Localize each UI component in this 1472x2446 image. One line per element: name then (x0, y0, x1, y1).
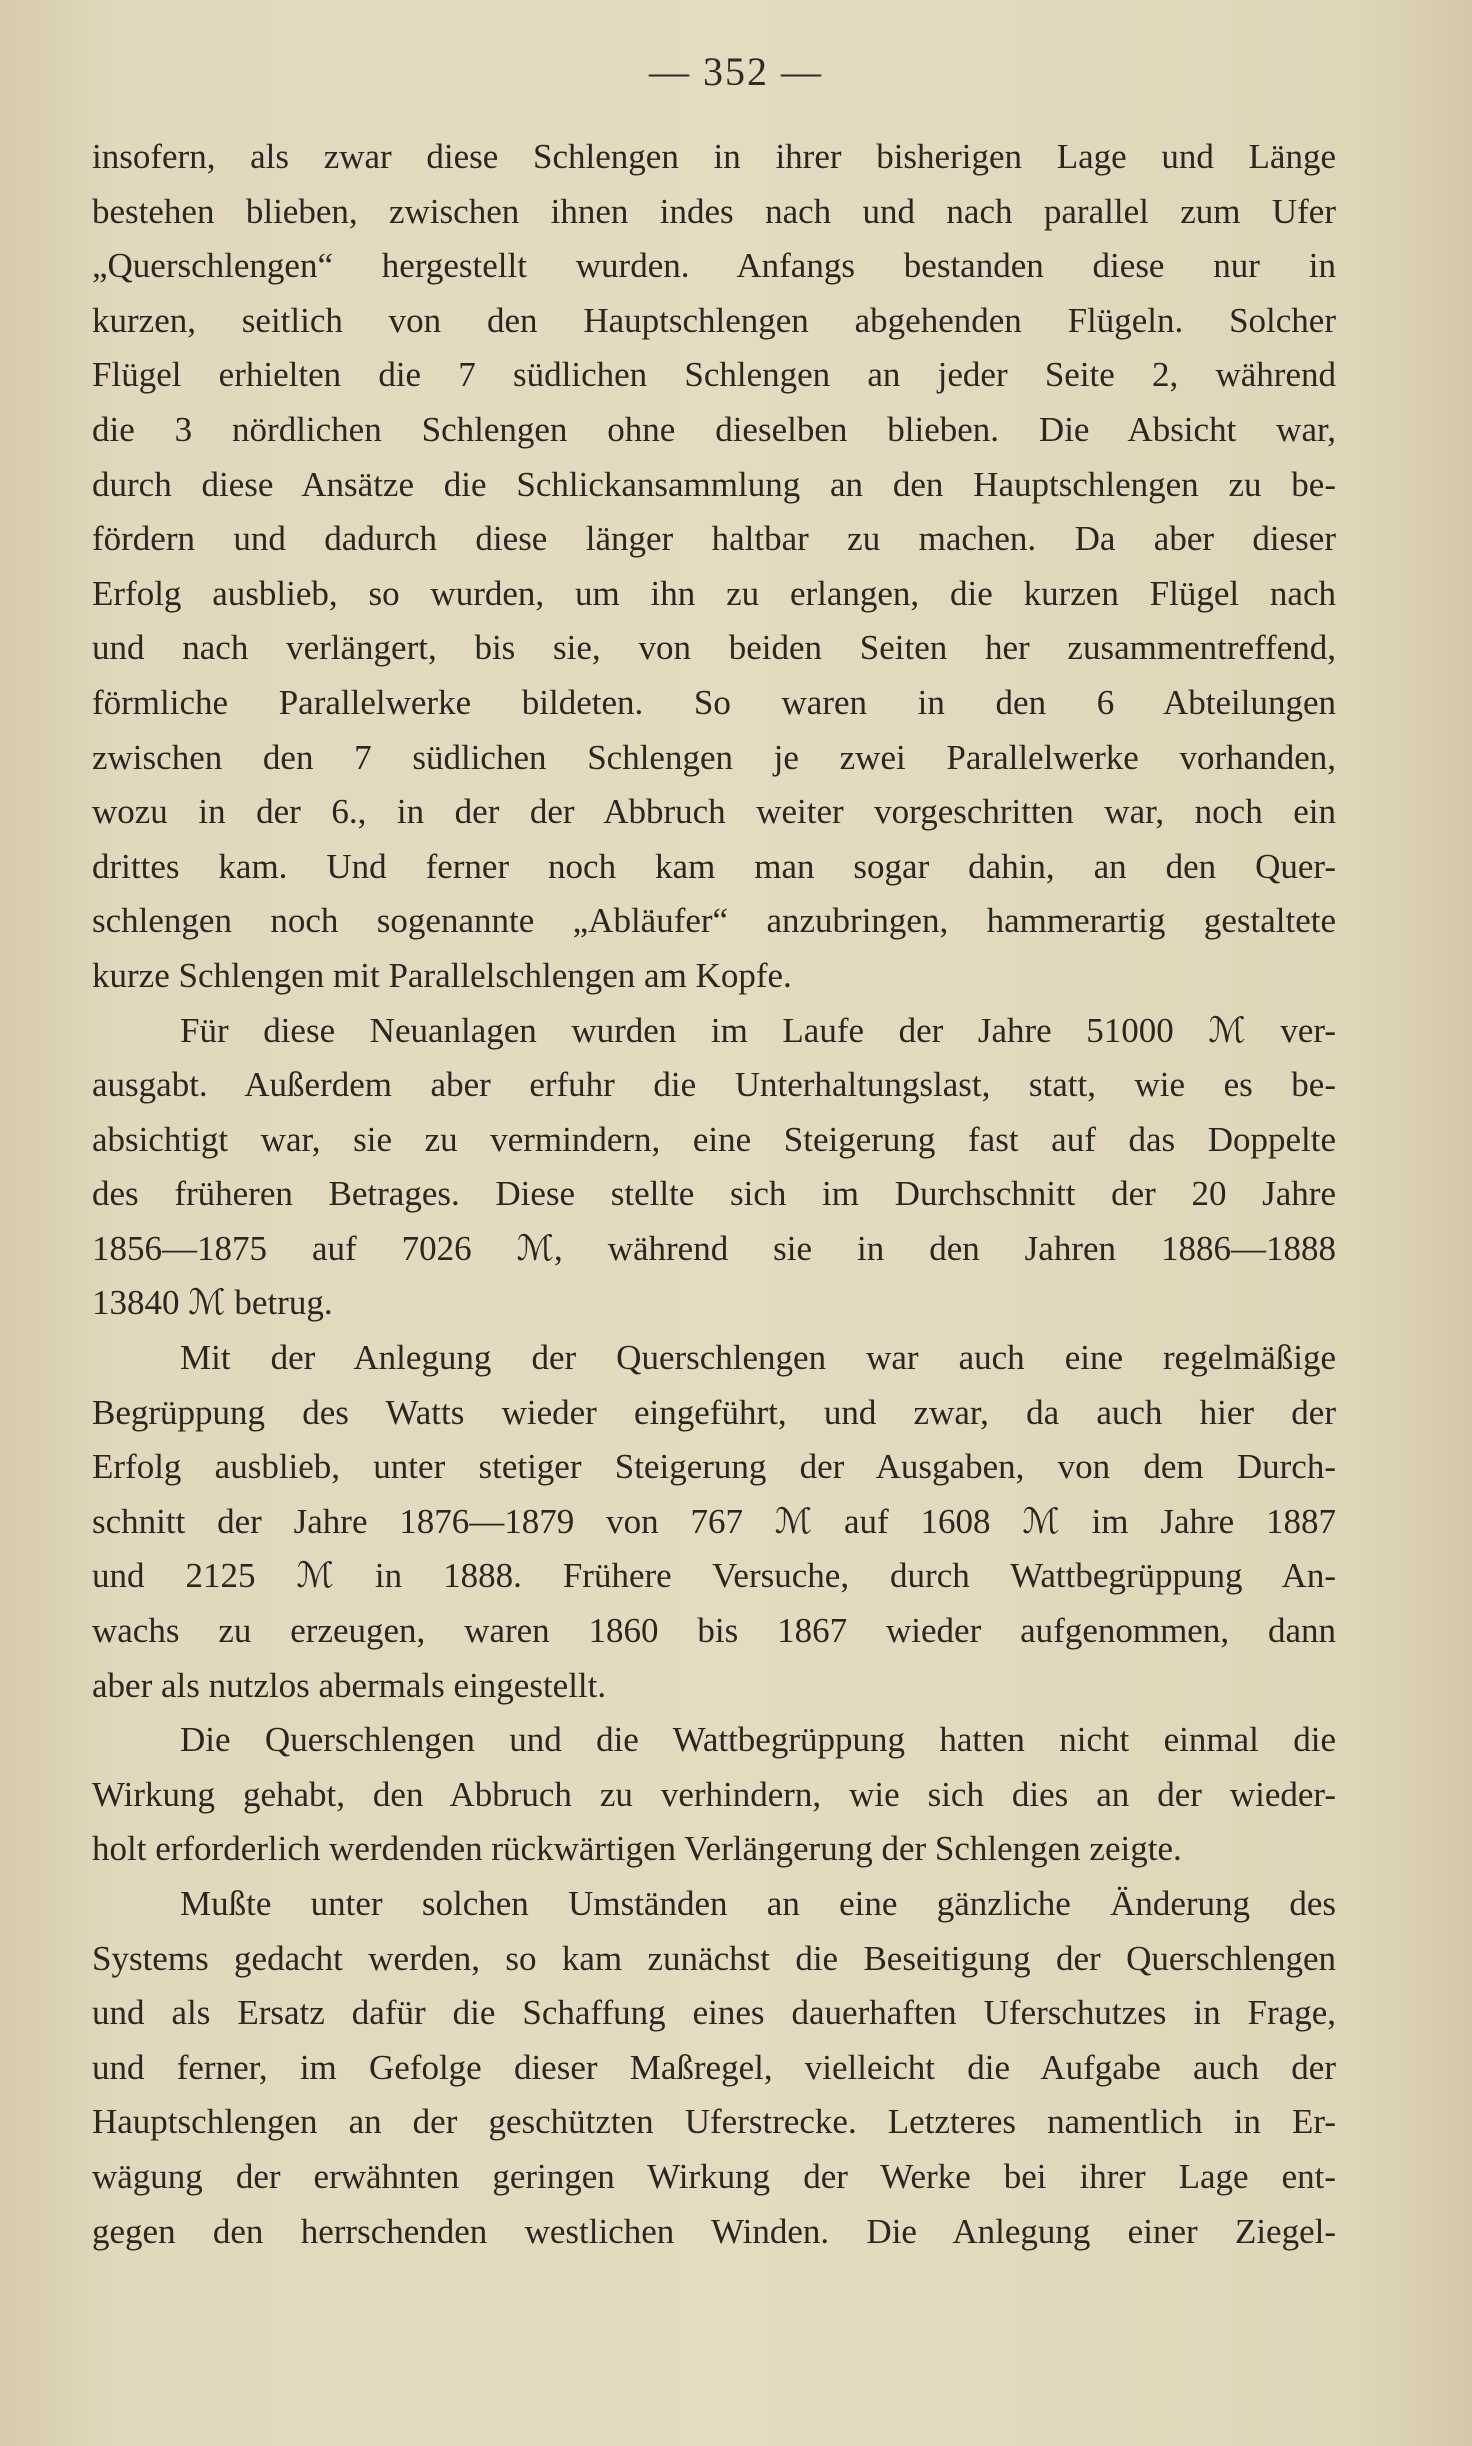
text-line: zwischen den 7 südlichen Schlengen je zwei Parallelwerke vorhanden, (92, 737, 1336, 777)
text-line: wägung der erwähnten geringen Wirkung der Werke bei ihrer Lage ent- (92, 2156, 1336, 2196)
text-line: kurze Schlengen mit Parallelschlengen am Kopfe. (92, 955, 792, 995)
text-line: durch diese Ansätze die Schlickansammlung an den Hauptschlengen zu be- (92, 464, 1336, 504)
text-line: des früheren Betrages. Diese stellte sich im Durchschnitt der 20 Jahre (92, 1174, 1336, 1214)
text-line: die 3 nördlichen Schlengen ohne dieselben blieben. Die Absicht war, (92, 409, 1336, 449)
page-number: — 352 — (649, 49, 823, 94)
text-line: Begrüppung des Watts wieder eingeführt, und zwar, da auch hier der (92, 1392, 1336, 1432)
text-line: 1856—1875 auf 7026 ℳ, während sie in den Jahren 1886—1888 (92, 1228, 1336, 1268)
text-line: wachs zu erzeugen, waren 1860 bis 1867 wieder aufgenommen, dann (92, 1611, 1336, 1651)
text-line: Hauptschlengen an der geschützten Uferstrecke. Letzteres namentlich in Er- (92, 2102, 1336, 2142)
text-line: Erfolg ausblieb, unter stetiger Steigerung der Ausgaben, von dem Durch- (92, 1447, 1336, 1487)
text-line: absichtigt war, sie zu vermindern, eine Steigerung fast auf das Doppelte (92, 1119, 1336, 1159)
text-line: Wirkung gehabt, den Abbruch zu verhindern, wie sich dies an der wieder- (92, 1774, 1336, 1814)
text-line: gegen den herrschenden westlichen Winden. Die Anlegung einer Ziegel- (92, 2211, 1336, 2251)
text-line: förmliche Parallelwerke bildeten. So waren in den 6 Abteilungen (92, 682, 1336, 722)
text-line: „Querschlengen“ hergestellt wurden. Anfangs bestanden diese nur in (92, 246, 1336, 286)
text-line: wozu in der 6., in der der Abbruch weiter vorgeschritten war, noch ein (92, 792, 1336, 832)
text-line: und 2125 ℳ in 1888. Frühere Versuche, durch Wattbegrüppung An- (92, 1556, 1336, 1596)
text-line: kurzen, seitlich von den Hauptschlengen abgehenden Flügeln. Solcher (92, 300, 1336, 340)
text-line: und ferner, im Gefolge dieser Maßregel, vielleicht die Aufgabe auch der (92, 2047, 1336, 2087)
text-line: 13840 ℳ betrug. (92, 1283, 333, 1323)
body-text (92, 130, 1336, 2259)
text-line: holt erforderlich werdenden rückwärtigen Verlängerung der Schlengen zeigte. (92, 1829, 1182, 1869)
text-line: aber als nutzlos abermals eingestellt. (92, 1665, 607, 1705)
text-line: Für diese Neuanlagen wurden im Laufe der Jahre 51000 ℳ ver- (180, 1010, 1336, 1050)
text-line: Flügel erhielten die 7 südlichen Schlengen an jeder Seite 2, während (92, 355, 1336, 395)
text-line: bestehen blieben, zwischen ihnen indes nach und nach parallel zum Ufer (92, 191, 1336, 231)
text-line: Mit der Anlegung der Querschlengen war auch eine regelmäßige (180, 1338, 1336, 1378)
text-line: und als Ersatz dafür die Schaffung eines dauerhaften Uferschutzes in Frage, (92, 1993, 1336, 2033)
text-line: insofern, als zwar diese Schlengen in ihrer bisherigen Lage und Länge (92, 137, 1336, 176)
text-line: schlengen noch sogenannte „Abläufer“ anzubringen, hammerartig gestaltete (92, 901, 1336, 941)
text-line: schnitt der Jahre 1876—1879 von 767 ℳ auf 1608 ℳ im Jahre 1887 (92, 1501, 1336, 1541)
text-line: Systems gedacht werden, so kam zunächst die Beseitigung der Querschlengen (92, 1938, 1336, 1978)
text-line: Mußte unter solchen Umständen an eine gänzliche Änderung des (180, 1884, 1336, 1923)
text-line: ausgabt. Außerdem aber erfuhr die Unterhaltungslast, statt, wie es be- (92, 1065, 1336, 1105)
text-line: und nach verlängert, bis sie, von beiden Seiten her zusammentreffend, (92, 628, 1336, 668)
text-line: Erfolg ausblieb, so wurden, um ihn zu erlangen, die kurzen Flügel nach (92, 573, 1336, 613)
text-line: drittes kam. Und ferner noch kam man sogar dahin, an den Quer- (92, 846, 1336, 886)
text-line: fördern und dadurch diese länger haltbar zu machen. Da aber dieser (92, 519, 1336, 559)
text-line: Die Querschlengen und die Wattbegrüppung hatten nicht einmal die (180, 1720, 1336, 1760)
